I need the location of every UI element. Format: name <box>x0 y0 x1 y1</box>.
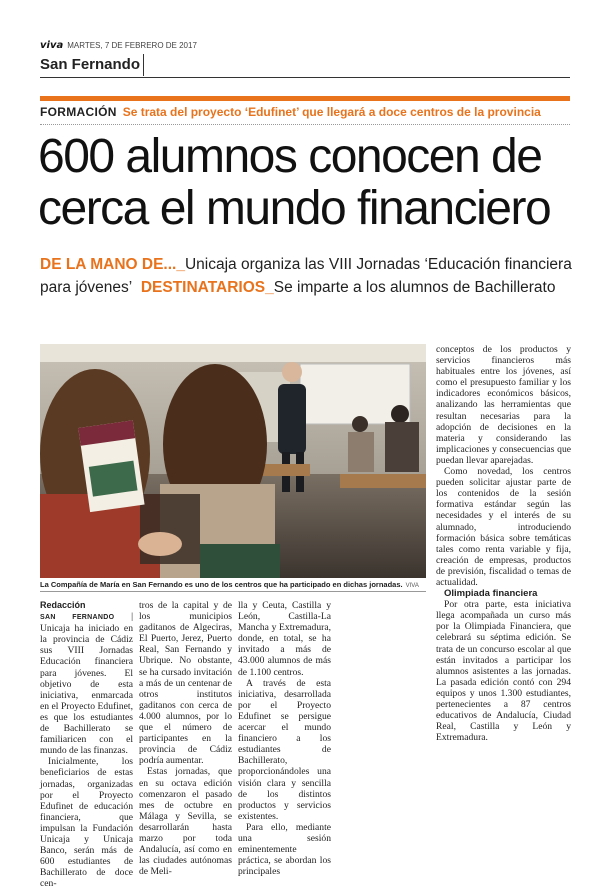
deck-label-1: DE LA MANO DE..._ <box>40 256 185 273</box>
lead-text: Unicaja ha iniciado en la provincia de Cádiz sus VIII Jornadas Educación financiera para jóvenes. El objetivo de esta iniciativa, enmarcada en el Proyecto Edufinet, es que los estudiantes de Bachillerato se familiaricen con el mundo de las finanzas. <box>40 623 133 757</box>
article-paragraph: Inicialmente, los beneficiarios de estas jornadas, organizadas por el Proyecto Edufinet de educación financiera, que impulsan la Fundación Unicaja y Unicaja Banco, serán más de 600 estudiantes de Bachillerato de doce cen- <box>40 756 133 890</box>
section-divider <box>143 54 144 76</box>
article-column-1 <box>40 600 133 889</box>
kicker-text: Se trata del proyecto ‘Edufinet’ que llegará a doce centros de la provincia <box>122 105 541 119</box>
kicker-rule <box>40 124 570 125</box>
article-column-2 <box>139 600 232 877</box>
section-title: San Fernando <box>40 56 141 73</box>
article-paragraph: Por otra parte, esta iniciativa llega acompañada un curso más por la Olimpiada Financiera, que celebrará su séptima edición. Se trata de un concurso escolar al que están invitados a participar los alumnos asistentes a las jornadas. La pasada edición contó con 294 equipos y unos 1.300 estudiantes, pertenecientes a 87 centros educativos de Andalucía, Ciudad Real, Castilla y León y Extremadura. <box>436 599 571 744</box>
article-column-4 <box>436 344 571 743</box>
issue-date: MARTES, 7 DE FEBRERO DE 2017 <box>67 41 197 50</box>
subhead: Olimpiada financiera <box>444 588 538 600</box>
article-paragraph: A través de esta iniciativa, desarrollada por el Proyecto Edufinet se persigue acercar el mundo financiero a los estudiantes de Bachillerato, proporcionándoles una visión clara y sencilla de los distintos productos y servicios existentes. <box>238 677 331 822</box>
article-column-3 <box>238 600 331 877</box>
page-header <box>40 40 197 51</box>
article-paragraph: tros de la capital y de los municipios gaditanos de Algeciras, El Puerto, Jerez, Puerto Real, San Fernando y Ubrique. No obstante, se ha cursado invitación a más de un centenar de otros institutos gaditanos con cerca de 4.000 alumnos, por lo que el número de participantes en la provincia de Cádiz podría aumentar. <box>139 600 232 767</box>
byline: Redacción <box>40 600 86 610</box>
deck-text-2: Se imparte a los alumnos de Bachillerato <box>273 279 556 296</box>
deck-text-1: Unicaja organiza las VIII Jornadas ‘Educación financiera para jóvenes’ <box>40 256 572 296</box>
section-rule <box>40 77 570 78</box>
headline-line-2: cerca el mundo financiero <box>38 182 551 235</box>
headline-line-1: 600 alumnos conocen de <box>38 130 542 183</box>
brand-logo: viva <box>40 40 64 51</box>
kicker-label: FORMACIÓN <box>40 105 117 119</box>
kicker <box>40 105 541 119</box>
classroom-photo <box>40 344 426 578</box>
article-paragraph: Estas jornadas, que en su octava edición comenzaron el pasado mes de octubre en Málaga y Sevilla, se desarrollarán hasta marzo por toda Andalucía, así como en las ciudades autónomas de Meli- <box>139 766 232 878</box>
article-paragraph: lla y Ceuta, Castilla y León, Castilla-La Mancha y Extremadura, donde, en total, se ha invitado a más de 43.000 alumnos de más de 1.100 centros. <box>238 600 331 678</box>
article-lead: SAN FERNANDO | Unicaja ha iniciado en la provincia de Cádiz sus VIII Jornadas Educación financiera para jóvenes. El objetivo de esta iniciativa, enmarcada en el Proyecto Edufinet, es que los estudiantes de Bachillerato se familiaricen con el mundo de las finanzas. <box>40 611 133 757</box>
caption-text: La Compañía de María en San Fernando es uno de los centros que ha participado en dichas jornadas. <box>40 580 403 589</box>
deck <box>40 253 575 299</box>
deck-label-2: DESTINATARIOS_ <box>140 279 274 296</box>
photo-caption <box>40 580 430 589</box>
caption-rule <box>40 591 426 592</box>
headline <box>38 131 578 235</box>
article-paragraph: Para ello, mediante una sesión eminentemente práctica, se abordan los principales <box>238 821 331 878</box>
kicker-bar <box>40 96 570 101</box>
article-paragraph: conceptos de los productos y servicios financieros más habituales entre los jóvenes, así como el presupuesto familiar y los indicadores económicos básicos, analizando las herramientas que resultan necesarias para la adopción de decisiones en la materia y considerando las implicaciones y consecuencias que puedan llevar aparejadas. <box>436 344 571 466</box>
article-photo <box>40 344 426 578</box>
photo-credit: VIVA <box>405 583 419 589</box>
article-paragraph: Como novedad, los centros pueden solicitar ajustar parte de los contenidos de la sesión formativa estándar según las necesidades y el interés de su alumnado, introduciendo formación básica sobre temáticas tales como renta variable y fija, creación de empresas, productos de previsión, fiscalidad o temas de actualidad. <box>436 466 571 588</box>
dateline: SAN FERNANDO <box>40 614 115 622</box>
